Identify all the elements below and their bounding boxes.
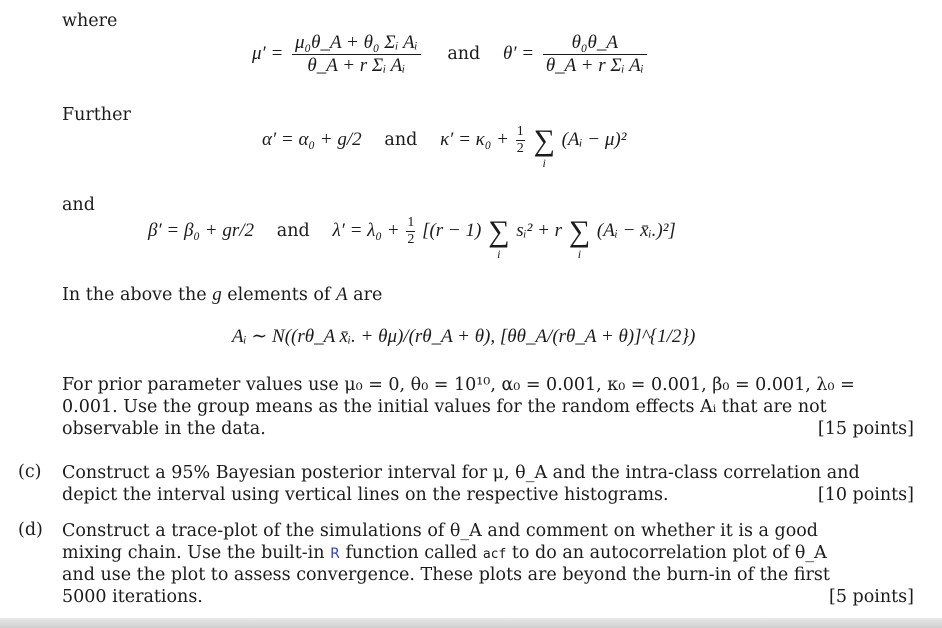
kappa-lhs: κ′ = κ₀ + (440, 128, 509, 150)
lambda-lhs: λ′ = λ₀ + (332, 219, 400, 241)
lambda-part2: sᵢ² + r (516, 219, 563, 241)
part-d-label: (d) (18, 520, 43, 540)
part-c-line-1: Construct a 95% Bayesian posterior interval for μ, θ_A and the intra-class correlation and (62, 463, 860, 483)
mu-fraction (292, 32, 421, 77)
lambda-part3: (Aᵢ − x̄ᵢ.)²] (596, 219, 676, 241)
and-3: and (276, 220, 310, 241)
points-10: [10 points] (817, 485, 914, 505)
part-d-line-2 (62, 542, 914, 564)
symbol-A: A (335, 284, 348, 305)
half-num: 1 (516, 124, 524, 139)
equation-Ai-distribution: Aᵢ ∼ N((rθ_A x̄ᵢ. + θμ)/(rθ_A + θ), [θθ_A/(rθ_A + θ)]^{1/2}) (232, 326, 696, 347)
mu-lhs: μ′ = (252, 42, 284, 64)
sum-index: i (542, 155, 546, 170)
mu-denominator: θ_A + r Σᵢ Aᵢ (307, 55, 406, 76)
equation-mu-theta (252, 32, 651, 77)
half-den: 2 (516, 141, 524, 156)
r-logo: R (330, 546, 340, 562)
prior-line-3-row (62, 418, 914, 440)
part-d-line-2c: to do an autocorrelation plot of θ_A (511, 543, 827, 563)
and-text: and (62, 195, 95, 215)
half-fraction (516, 124, 525, 157)
part-d-line-2a: mixing chain. Use the built-in (62, 543, 325, 563)
part-c-line-2: depict the interval using vertical lines on the respective histograms. (62, 485, 669, 505)
part-d-line-2b: function called (345, 543, 478, 563)
part-d-line-1: Construct a trace-plot of the simulations of θ_A and comment on whether it is a good (62, 521, 818, 541)
are-text: are (353, 285, 383, 305)
part-d-line-4-row (62, 586, 914, 608)
part-c-label: (c) (18, 462, 42, 482)
and-1: and (447, 43, 481, 64)
symbol-g: g (212, 284, 222, 305)
sum-symbol: ∑ i (533, 123, 555, 170)
half-num-2: 1 (407, 215, 415, 230)
part-d-line-4: 5000 iterations. (62, 587, 203, 607)
kappa-rhs: (Aᵢ − μ)² (561, 128, 627, 150)
prior-paragraph (62, 374, 914, 440)
in-the-above: In the above the (62, 285, 207, 305)
further-text: Further (62, 105, 131, 125)
part-c-paragraph (62, 462, 914, 506)
page-bottom-edge (0, 618, 942, 628)
half-den-2: 2 (407, 232, 415, 247)
sum-index-3: i (577, 246, 582, 261)
part-d-line-3: and use the plot to assess convergence. These plots are beyond the burn-in of the first (62, 565, 830, 585)
points-15: [15 points] (817, 419, 914, 439)
prior-line-2: 0.001. Use the group means as the initial values for the random effects Aᵢ that are not (62, 397, 827, 417)
sum-symbol-3: ∑ i (568, 214, 591, 261)
elements-of: elements of (227, 285, 331, 305)
prior-line-3: observable in the data. (62, 419, 266, 439)
theta-fraction (543, 32, 647, 77)
mu-numerator: μ₀θ_A + θ₀ Σᵢ Aᵢ (292, 32, 421, 55)
equation-alpha-kappa (262, 123, 627, 170)
acf-function: acf (482, 547, 507, 562)
part-c-line-2-row (62, 484, 914, 506)
beta-expr: β′ = β₀ + gr/2 (148, 219, 255, 241)
points-5: [5 points] (829, 587, 914, 607)
theta-numerator: θ₀θ_A (543, 32, 647, 55)
lambda-part1: [(r − 1) (422, 219, 482, 241)
and-2: and (384, 129, 418, 150)
sum-symbol-2: ∑ i (488, 214, 510, 261)
half-fraction-2 (406, 215, 415, 248)
in-the-above-text (62, 284, 382, 306)
alpha-expr: α′ = α₀ + g/2 (262, 128, 362, 150)
theta-lhs: θ′ = (503, 42, 535, 64)
where-text: where (62, 11, 118, 31)
equation-beta-lambda (148, 214, 676, 261)
part-d-paragraph (62, 520, 914, 608)
sum-index-2: i (497, 246, 501, 261)
prior-line-1: For prior parameter values use μ₀ = 0, θ₀ = 10¹⁰, α₀ = 0.001, κ₀ = 0.001, β₀ = 0.001, λ₀ = (62, 375, 855, 395)
theta-denominator: θ_A + r Σᵢ Aᵢ (545, 55, 644, 76)
